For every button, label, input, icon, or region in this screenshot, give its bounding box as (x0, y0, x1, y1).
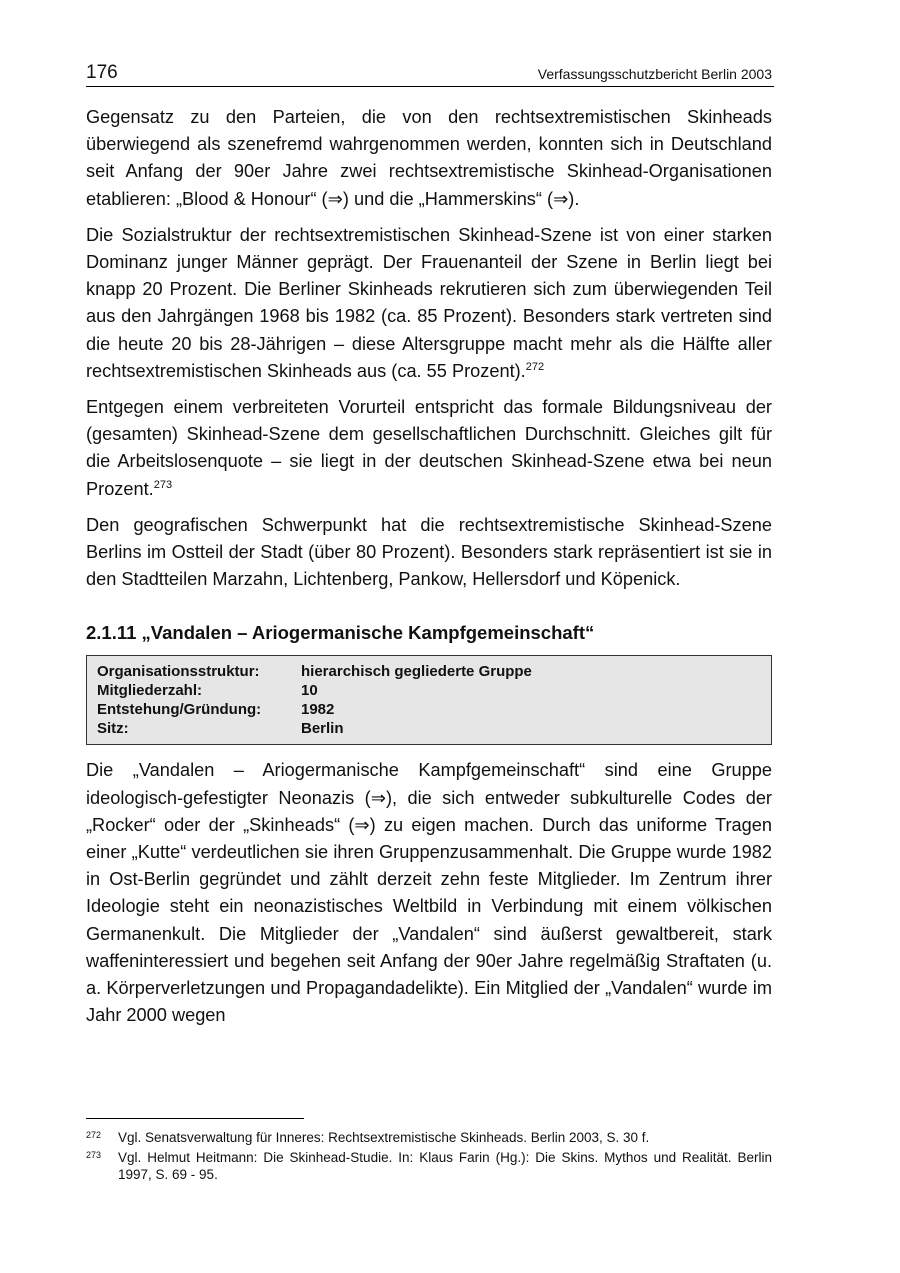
info-row (97, 719, 761, 738)
footnote-ref-273[interactable]: 273 (153, 478, 173, 491)
info-label: Entstehung/Gründung: (97, 701, 262, 719)
paragraph-4: Den geografischen Schwerpunkt hat die rechtsextremistische Skinhead-Szene Berlins im Ostteil der Stadt (über 80 Prozent). Besonders stark repräsentiert ist sie in den Stadtteilen Marzahn, Lichtenberg, Pankow, Hellersdorf und Köpenick. (86, 514, 772, 590)
footnote (86, 1129, 772, 1146)
section-heading: 2.1.11 „Vandalen – Ariogermanische Kampfgemeinschaft“ (86, 622, 595, 644)
info-label: Organisationsstruktur: (97, 663, 260, 681)
info-value: Berlin (301, 720, 344, 738)
paragraph-1: Gegensatz zu den Parteien, die von den rechtsextremistischen Skinheads überwiegend als szenefremd wahrgenommen werden, konnten sich in Deutschland seit Anfang der 90er Jahre zwei rechtsextremistische Skinhead-Organisationen etablieren: „Blood & Honour“ (⇒) und die „Hammerskins“ (⇒). (86, 107, 772, 209)
info-value: 1982 (301, 701, 335, 719)
paragraph-3: Entgegen einem verbreiteten Vorurteil entspricht das formale Bildungsniveau der (gesamten) Skinhead-Szene dem gesellschaftlichen Durchschnitt. Gleiches gilt für die Arbeitslosenquote – sie liegt in der deutschen Skinhead-Szene etwa bei neun Prozent.$^{273}$ (86, 397, 772, 499)
footnotes (86, 1118, 772, 1186)
footnote-ref-272[interactable]: 272 (525, 360, 545, 373)
info-row (97, 662, 761, 681)
footnote-number: 273 (86, 1150, 102, 1160)
footnote-text: Vgl. Helmut Heitmann: Die Skinhead-Studie. In: Klaus Farin (Hg.): Die Skins. Mythos und Realität. Berlin 1997, S. 69 - 95. (118, 1150, 772, 1182)
paragraph-5: Die „Vandalen – Ariogermanische Kampfgemeinschaft“ sind eine Gruppe ideologisch-gefestigter Neonazis (⇒), die sich entweder subkulturelle Codes der „Rocker“ oder der „Skinheads“ (⇒) zu eigen machen. Durch das uniforme Tragen einer „Kutte“ verdeutlichen sie ihren Gruppenzusammenhalt. Die Gruppe wurde 1982 in Ost-Berlin gegründet und zählt derzeit zehn feste Mitglieder. Im Zentrum ihrer Ideologie steht ein neonazistisches Weltbild in Verbindung mit einem völkischen Germanenkult. Die Mitglieder der „Vandalen“ sind äußerst gewaltbereit, stark waffeninteressiert und begehen seit Anfang der 90er Jahre regelmäßig Straftaten (u. a. Körperverletzungen und Propagandadelikte). Ein Mitglied der „Vandalen“ wurde im Jahr 2000 wegen (86, 760, 772, 1026)
footnote-number: 272 (86, 1130, 102, 1140)
info-value: 10 (301, 682, 318, 700)
info-label: Sitz: (97, 720, 129, 738)
footnote-text: Vgl. Senatsverwaltung für Inneres: Rechtsextremistische Skinheads. Berlin 2003, S. 30 f. (118, 1130, 650, 1145)
info-row (97, 681, 761, 700)
footnote-divider (86, 1118, 304, 1119)
info-value: hierarchisch gegliederte Gruppe (301, 663, 532, 681)
info-label: Mitgliederzahl: (97, 682, 203, 700)
page-number: 176 (86, 62, 118, 83)
running-title: Verfassungsschutzbericht Berlin 2003 (537, 66, 772, 82)
organization-info-box (86, 655, 772, 745)
paragraph-2: Die Sozialstruktur der rechtsextremistischen Skinhead-Szene ist von einer starken Dominanz junger Männer geprägt. Der Frauenanteil der Szene in Berlin liegt bei knapp 20 Prozent. Die Berliner Skinheads rekrutieren sich zum überwiegenden Teil aus den Jahrgängen 1968 bis 1982 (ca. 85 Prozent). Besonders stark vertreten sind die heute 20 bis 28-Jährigen – diese Altersgruppe macht mehr als die Hälfte aller rechtsextremistischen Skinheads aus (ca. 55 Prozent).$^{272}$ (86, 224, 772, 381)
footnote (86, 1149, 772, 1183)
page-body (86, 104, 772, 1038)
page-header (86, 60, 774, 87)
info-row (97, 700, 761, 719)
